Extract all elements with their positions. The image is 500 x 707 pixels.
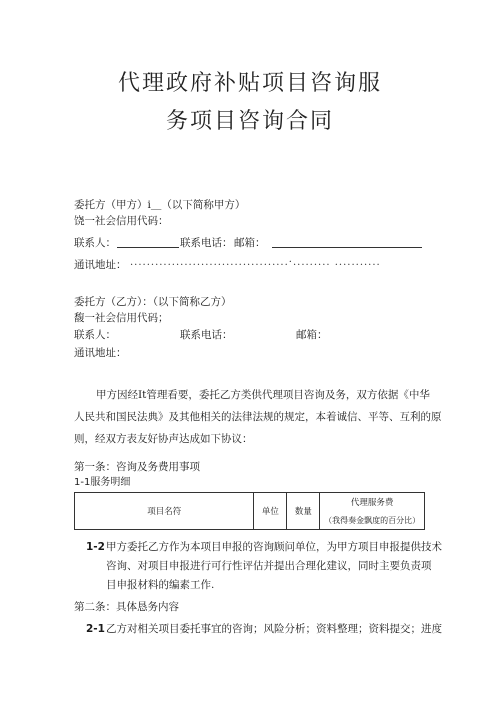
party-a-credit-code: 饶一社会信用代码： (74, 215, 169, 227)
party-b-entrust-line: 委托方（乙方）：（以下简称乙方） (74, 296, 232, 308)
article-1-heading: 第一条：咨询及务费用事项 (74, 461, 200, 473)
party-b-phone-label: 联系电话： (180, 329, 233, 341)
header-agency-fee: 代理服务费 (320, 493, 425, 512)
party-a-email-field[interactable] (272, 247, 422, 248)
party-b-address-label: 通讯地址： (74, 347, 127, 359)
article-2-sub-1-number: 2-1 (86, 623, 105, 635)
article-1-sub-2-line-3: 目申报材料的编素工作. (106, 579, 215, 591)
party-a-contact-label: 联系人： (74, 237, 116, 249)
party-b-email-label: 邮箱： (296, 329, 328, 341)
article-2-heading: 第二条：具体恳务内容 (74, 601, 179, 613)
intro-line-2: 人民共和国民法典》及其他相关的法律法规的规定，本着诚信、平等、互利的原 (74, 411, 442, 423)
party-a-address-label: 通讯地址： (74, 259, 127, 271)
article-1-sub-2-line-2: 咨询、对项目申报进行可行性评估并提出合理化建议，同时主要负责项 (106, 560, 432, 572)
header-quantity: 数量 (287, 493, 320, 530)
party-a-entrust-line: 委托方（甲方）i＿（以下简称甲方） (74, 199, 246, 211)
header-fee-percentage: （我得奏金飘度的百分比） (320, 511, 425, 530)
article-1-sub-1: 1-1服务明细 (74, 477, 131, 488)
party-a-email-label: 邮箱： (234, 237, 266, 249)
party-a-address-dots: ......................................·......... ........... (130, 257, 381, 268)
contract-title-line2: 务项目咨询合同 (165, 109, 334, 134)
article-2-sub-1-line-1: 乙方对相关项目委托事宜的咨询；风险分析；资料整理；资料提交；进度 (106, 623, 442, 635)
table-row (75, 493, 425, 512)
intro-line-1: 甲方因经It管理看要，委托乙方类供代理项目咨询及务，双方依据《中华 (96, 389, 430, 401)
party-a-contact-field[interactable] (117, 247, 179, 248)
header-project-name: 项目名符 (75, 493, 254, 530)
party-b-credit-code: 馥一社会信用代码； (74, 312, 169, 324)
contract-title-line1: 代理政府补贴项目咨询服 (117, 71, 382, 96)
article-1-sub-2-line-1: 甲方委托乙方作为本项目申报的咨询顾问单位，为甲方项目申报提供技术 (106, 541, 442, 553)
party-a-phone-label: 联系电话： (180, 237, 233, 249)
header-unit: 单位 (254, 493, 287, 530)
intro-line-3: 则，经双方表友好协声达成如下协议： (74, 433, 253, 445)
article-1-sub-2-number: 1-2 (86, 541, 105, 553)
party-b-contact-label: 联系人： (74, 329, 116, 341)
service-detail-table (74, 492, 425, 530)
